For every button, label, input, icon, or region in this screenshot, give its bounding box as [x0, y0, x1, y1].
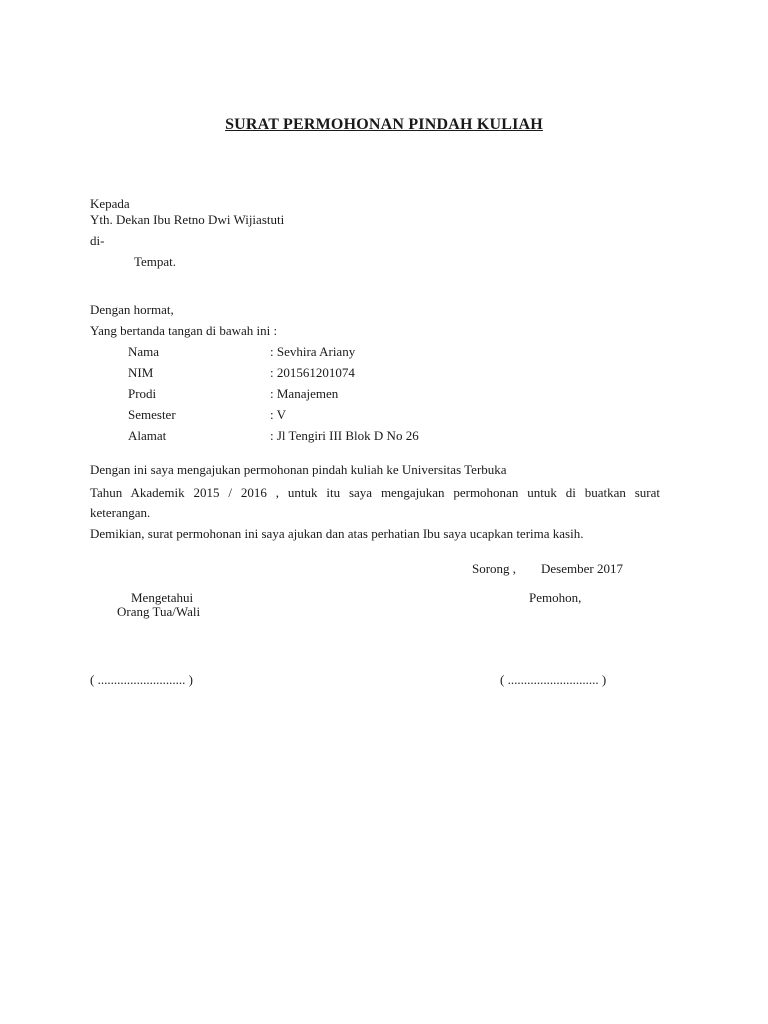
field-label: Nama — [128, 344, 160, 359]
letter-title: SURAT PERMOHONAN PINDAH KULIAH — [225, 116, 543, 133]
signature-right-blank: ( ............................ ) — [500, 672, 607, 687]
closing-line: Demikian, surat permohonan ini saya ajukan dan atas perhatian Ibu saya ucapkan terima kasih. — [90, 526, 584, 541]
field-value: : Sevhira Ariany — [270, 344, 356, 359]
field-value: : Jl Tengiri III Blok D No 26 — [270, 428, 419, 443]
signature-left-subtitle: Orang Tua/Wali — [117, 604, 201, 619]
recipient-kepada: Kepada — [90, 196, 130, 211]
field-row-prodi — [128, 386, 338, 402]
field-value: : 201561201074 — [270, 365, 355, 380]
field-label: Prodi — [128, 386, 157, 401]
body-line-1: Dengan ini saya mengajukan permohonan pindah kuliah ke Universitas Terbuka — [90, 462, 507, 477]
field-row-semester — [128, 407, 286, 423]
signature-left-blank: ( ........................... ) — [90, 672, 193, 687]
body-line-3: keterangan. — [90, 505, 151, 520]
signature-left-title: Mengetahui — [131, 590, 194, 605]
recipient-tempat: Tempat. — [134, 254, 177, 269]
field-label: NIM — [128, 365, 154, 380]
intro-text: Yang bertanda tangan di bawah ini : — [90, 323, 278, 338]
recipient-di: di- — [90, 233, 105, 248]
field-label: Semester — [128, 407, 176, 422]
date-text: Desember 2017 — [541, 561, 623, 576]
body-line-2: Tahun Akademik 2015 / 2016 , untuk itu saya mengajukan permohonan untuk di buatkan surat — [90, 485, 660, 500]
place-text: Sorong , — [472, 561, 517, 576]
field-value: : V — [270, 407, 287, 422]
field-label: Alamat — [128, 428, 167, 443]
field-row-alamat — [128, 428, 419, 444]
greeting: Dengan hormat, — [90, 302, 174, 317]
signature-right-title: Pemohon, — [529, 590, 582, 605]
field-row-nim — [128, 365, 355, 381]
field-value: : Manajemen — [270, 386, 339, 401]
recipient-name: Yth. Dekan Ibu Retno Dwi Wijiastuti — [90, 212, 285, 227]
field-row-nama — [128, 344, 355, 360]
